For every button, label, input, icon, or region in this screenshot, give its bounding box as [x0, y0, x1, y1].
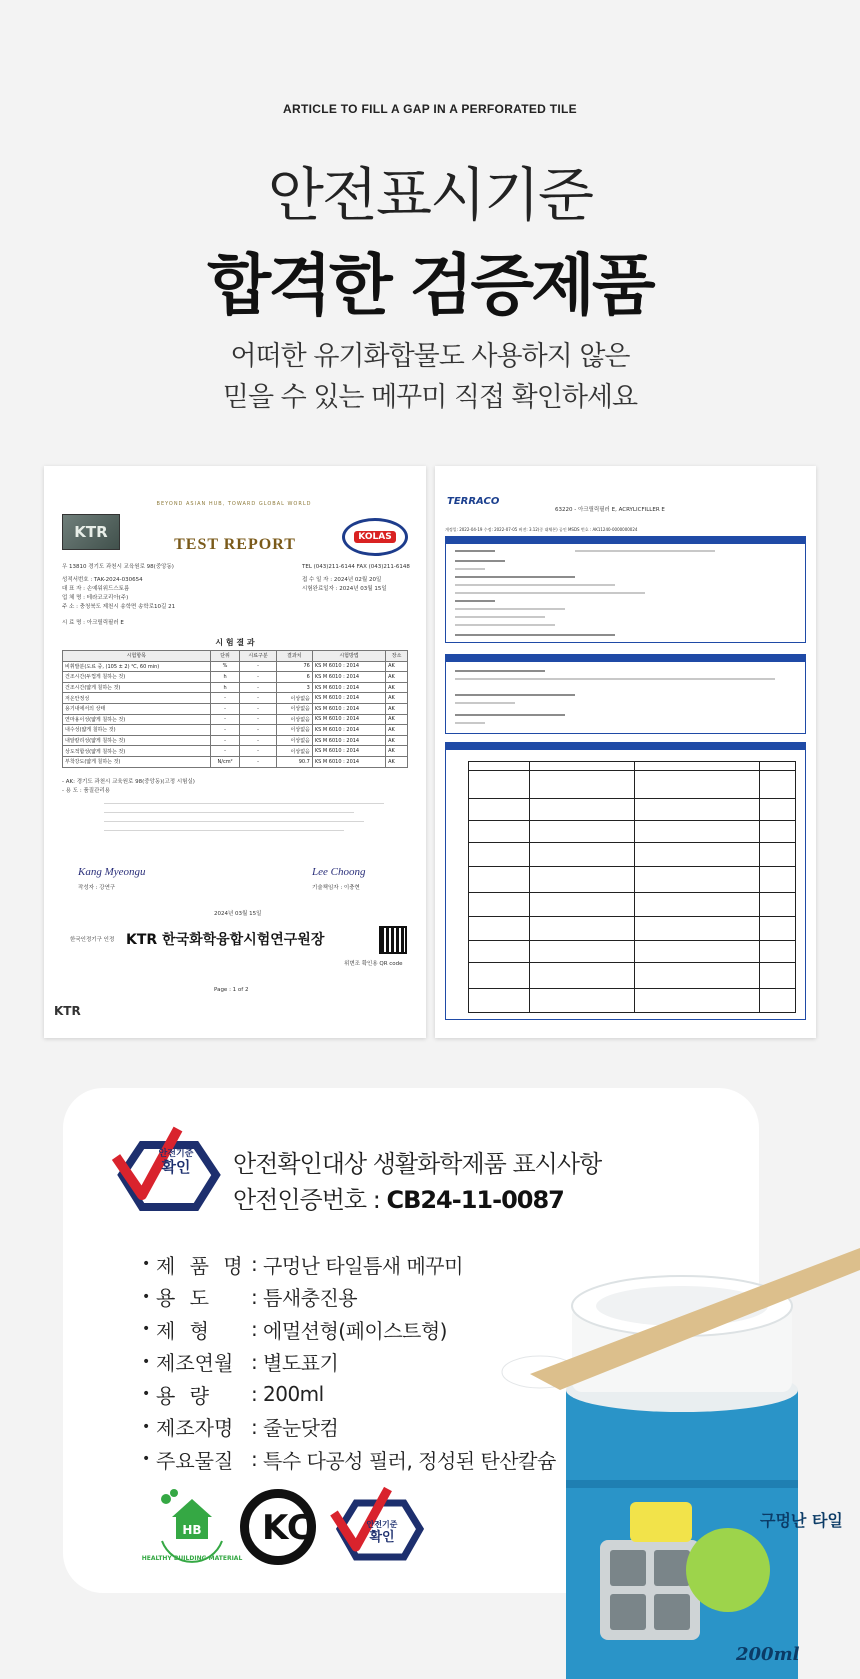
badge-line-2: 확인	[161, 1158, 191, 1176]
results-cell: -	[210, 703, 240, 714]
results-row	[63, 725, 408, 736]
doc-line	[455, 714, 565, 716]
results-row	[63, 672, 408, 683]
results-row	[63, 756, 408, 767]
doc-line	[455, 600, 495, 602]
spec-value: 별도표기	[263, 1351, 339, 1376]
results-cell: h	[210, 682, 240, 693]
composition-table	[468, 761, 796, 1013]
bullet-icon: •	[142, 1386, 150, 1403]
results-cell: -	[240, 661, 276, 672]
results-cell: KS M 6010 : 2014	[312, 735, 385, 746]
doc-line	[455, 592, 645, 594]
doc-line	[455, 634, 615, 636]
results-cell: 저온안정성	[63, 693, 211, 704]
spec-colon: :	[251, 1382, 258, 1407]
results-cell: -	[210, 746, 240, 757]
spec-label: 제조연월	[156, 1351, 234, 1376]
table-row	[469, 770, 795, 771]
results-cell: %	[210, 661, 240, 672]
accreditation-prefix: 한국인정기구 인정	[70, 937, 115, 943]
kolas-label: KOLAS	[354, 531, 395, 543]
col-place: 장소	[386, 651, 408, 662]
table-row	[469, 842, 795, 843]
results-row	[63, 746, 408, 757]
results-cell: KS M 6010 : 2014	[312, 693, 385, 704]
subheadline-line-2: 믿을 수 있는 메꾸미 직접 확인하세요	[222, 382, 638, 413]
col-method: 시험방법	[312, 651, 385, 662]
results-cell: AK	[386, 682, 408, 693]
results-cell: KS M 6010 : 2014	[312, 672, 385, 683]
note-line	[104, 821, 364, 822]
hb-caption: HEALTHY BUILDING MATERIAL	[141, 1555, 243, 1562]
spec-colon: :	[251, 1414, 258, 1439]
spec-colon: :	[251, 1252, 258, 1277]
results-cell: KS M 6010 : 2014	[312, 725, 385, 736]
jar-label-text: 구멍난 타일	[760, 1511, 843, 1530]
results-cell: KS M 6010 : 2014	[312, 682, 385, 693]
results-cell: N/cm²	[210, 756, 240, 767]
subheadline	[0, 336, 860, 418]
table-row	[469, 892, 795, 893]
results-cell: -	[240, 693, 276, 704]
results-row	[63, 661, 408, 672]
safe-icon-line-2: 확인	[369, 1530, 395, 1545]
cert-number-value: CB24-11-0087	[386, 1186, 564, 1214]
spec-label: 제조자명	[156, 1416, 234, 1441]
note-line	[104, 803, 384, 804]
table-row	[469, 940, 795, 941]
bullet-icon: •	[142, 1256, 150, 1273]
results-header-row	[63, 651, 408, 662]
report-page: Page : 1 of 2	[214, 987, 249, 993]
table-row	[469, 916, 795, 917]
doc-line	[455, 702, 515, 704]
results-cell: 이상없음	[276, 735, 312, 746]
doc-line	[455, 608, 565, 610]
results-cell: 연마용이성(얇게 칠하는 것)	[63, 714, 211, 725]
report-tel: TEL (043)211-6144 FAX (043)211-6148	[302, 564, 410, 570]
col-result: 결과치	[276, 651, 312, 662]
report-line-3: 업 체 명 : 테라코코리아(주)	[62, 595, 129, 601]
spec-colon: :	[251, 1349, 258, 1374]
results-title: 시 험 결 과	[215, 638, 255, 647]
doc-line	[455, 560, 505, 562]
results-cell: KS M 6010 : 2014	[312, 703, 385, 714]
results-cell: 비휘발분(도료 중, (105 ± 2) ℃, 60 min)	[63, 661, 211, 672]
bullet-icon: •	[142, 1288, 150, 1305]
results-cell: 이상없음	[276, 693, 312, 704]
results-cell: -	[240, 735, 276, 746]
spec-value: 200ml	[263, 1382, 324, 1407]
results-cell: AK	[386, 703, 408, 714]
results-cell: KS M 6010 : 2014	[312, 746, 385, 757]
table-divider	[529, 762, 530, 1012]
doc-line	[455, 550, 495, 552]
spec-value: 줄눈닷컴	[263, 1416, 339, 1441]
report-address: 우 13810 경기도 과천시 교육원로 98(중앙동)	[62, 564, 174, 570]
report-title: TEST REPORT	[174, 536, 296, 553]
headline-bold: 합격한 검증제품	[207, 247, 653, 324]
results-row	[63, 693, 408, 704]
terraco-logo: TERRACO	[447, 496, 500, 507]
spec-label: 용 도	[156, 1286, 213, 1311]
spec-label: 용 량	[156, 1383, 213, 1408]
results-cell: 내수성(얇게 칠하는 것)	[63, 725, 211, 736]
results-cell: -	[210, 714, 240, 725]
safe-icon-line-1: 안전기준	[366, 1520, 398, 1529]
results-cell: 건조시간(두껍게 칠하는 것)	[63, 672, 211, 683]
col-unit: 단위	[210, 651, 240, 662]
table-row	[469, 988, 795, 989]
bullet-icon: •	[142, 1353, 150, 1370]
cert-title: 안전확인대상 생활화학제품 표시사항	[233, 1150, 602, 1178]
bullet-icon: •	[142, 1418, 150, 1435]
table-row	[469, 962, 795, 963]
table-divider	[634, 762, 635, 1012]
doc-line	[455, 616, 545, 618]
report-line-2: 대 표 자 : 손예워위드스토름	[62, 586, 130, 592]
note-line	[104, 812, 354, 813]
eyebrow-text: ARTICLE TO FILL A GAP IN A PERFORATED TILE	[283, 102, 577, 116]
doc-line	[455, 670, 545, 672]
msds-title: 63220 - 아크릴릭필러 E, ACRYLICFILLER E	[555, 507, 665, 513]
signature-author-label: 작성자 : 강연구	[78, 885, 116, 891]
spec-label: 제 형	[156, 1318, 213, 1343]
doc-line	[455, 568, 485, 570]
bullet-icon: •	[142, 1451, 150, 1468]
healthy-building-material-icon	[141, 1485, 243, 1565]
results-cell: 이상없음	[276, 746, 312, 757]
msds-document	[435, 466, 816, 1038]
hb-letters: HB	[182, 1523, 202, 1537]
report-note-2: - 용 도 : 품질관리용	[62, 788, 111, 794]
report-sample: 시 료 명 : 아크릴릭필러 E	[62, 620, 124, 626]
results-cell: h	[210, 672, 240, 683]
results-cell: -	[240, 703, 276, 714]
ktr-logo: KTR	[62, 514, 120, 550]
results-cell: -	[240, 682, 276, 693]
report-date: 2024년 03월 15일	[214, 911, 262, 917]
badge-text	[144, 1146, 208, 1175]
table-divider	[759, 762, 760, 1012]
results-cell: 상도적합성(얇게 칠하는 것)	[63, 746, 211, 757]
spec-value: 에멀션형(페이스트형)	[263, 1318, 447, 1343]
col-item: 시험항목	[63, 651, 211, 662]
qr-code	[379, 926, 407, 954]
results-cell: AK	[386, 725, 408, 736]
results-cell: -	[210, 725, 240, 736]
report-tagline: BEYOND ASIAN HUB, TOWARD GLOBAL WORLD	[156, 501, 312, 507]
doc-line	[455, 576, 575, 578]
results-row	[63, 735, 408, 746]
results-cell: KS M 6010 : 2014	[312, 714, 385, 725]
spec-value: 구멍난 타일틈새 메꾸미	[263, 1253, 463, 1278]
kc-mark-icon	[240, 1489, 316, 1565]
cert-number	[233, 1180, 564, 1215]
doc-line	[455, 694, 575, 696]
spec-colon: :	[251, 1284, 258, 1309]
results-cell: -	[240, 725, 276, 736]
cert-number-label: 안전인증번호 :	[233, 1186, 387, 1214]
signature-manager-label: 기술책임자 : 이충현	[312, 885, 360, 891]
product-jar-image	[470, 1240, 860, 1679]
results-cell: -	[240, 756, 276, 767]
spec-label: 주요물질	[156, 1448, 234, 1473]
results-cell: AK	[386, 661, 408, 672]
ktr-footer-logo: KTR	[54, 1004, 81, 1018]
spec-value: 특수 다공성 필러, 정성된 탄산칼슘	[263, 1448, 556, 1473]
results-cell: AK	[386, 746, 408, 757]
results-row	[63, 703, 408, 714]
doc-line	[455, 678, 775, 680]
jar-volume: 200ml	[736, 1644, 800, 1665]
results-cell: AK	[386, 672, 408, 683]
table-row	[469, 866, 795, 867]
results-cell: 내알칼리성(얇게 칠하는 것)	[63, 735, 211, 746]
headline-light: 안전표시기준	[267, 161, 593, 229]
results-cell: 이상없음	[276, 714, 312, 725]
results-cell: 부착강도(얇게 칠하는 것)	[63, 756, 211, 767]
report-completed: 시험완료일자 : 2024년 03월 15일	[302, 586, 387, 592]
doc-line	[455, 584, 615, 586]
report-line-1: 성적서번호 : TAK-2024-030654	[62, 577, 143, 583]
results-cell: AK	[386, 714, 408, 725]
spec-label: 제 품 명	[156, 1253, 247, 1278]
results-cell: 이상없음	[276, 725, 312, 736]
results-cell: -	[210, 735, 240, 746]
doc-line	[455, 722, 485, 724]
qr-caption: 위변조 확인용 QR code	[344, 961, 403, 967]
badge-line-1: 안전기준	[158, 1149, 194, 1159]
results-cell: AK	[386, 693, 408, 704]
kc-letters: KC	[262, 1508, 312, 1548]
results-row	[63, 714, 408, 725]
results-cell: 이상없음	[276, 703, 312, 714]
doc-line	[575, 550, 715, 552]
results-cell: KS M 6010 : 2014	[312, 661, 385, 672]
results-cell: 건조시간(얇게 칠하는 것)	[63, 682, 211, 693]
table-row	[469, 820, 795, 821]
subheadline-line-1: 어떠한 유기화합물도 사용하지 않은	[230, 341, 630, 372]
test-report-document	[44, 466, 426, 1038]
results-cell: 90.7	[276, 756, 312, 767]
report-note-1: - AK: 경기도 과천시 교육원로 98(중앙동)(고정 시험실)	[62, 779, 195, 785]
msds-meta: 개정일: 2022-04-19 수정: 2022-07-05 버전: 3.12(중 대체본) 공인 MSDS 번호 : AK11240-0000000024	[445, 527, 638, 532]
kolas-logo	[342, 518, 408, 556]
results-cell: 6	[276, 672, 312, 683]
spec-colon: :	[251, 1317, 258, 1342]
results-cell: -	[210, 693, 240, 704]
results-cell: KS M 6010 : 2014	[312, 756, 385, 767]
results-cell: AK	[386, 756, 408, 767]
results-cell: 76	[276, 661, 312, 672]
results-cell: -	[240, 746, 276, 757]
doc-line	[455, 624, 555, 626]
results-table	[62, 650, 408, 768]
results-cell: -	[240, 714, 276, 725]
results-cell: -	[240, 672, 276, 683]
institute-name: KTR 한국화학융합시험연구원장	[126, 932, 325, 948]
spec-value: 틈새충진용	[263, 1286, 358, 1311]
report-line-4: 주 소 : 충청북도 제천시 송학면 송학로10길 21	[62, 604, 176, 610]
results-cell: AK	[386, 735, 408, 746]
safety-check-small-icon	[328, 1485, 424, 1569]
section-1	[445, 536, 806, 643]
results-row	[63, 682, 408, 693]
signature-manager: Lee Choong	[312, 866, 366, 878]
signature-author: Kang Myeongu	[78, 866, 146, 878]
report-received: 접 수 일 자 : 2024년 02월 20일	[302, 577, 382, 583]
table-row	[469, 798, 795, 799]
spec-colon: :	[251, 1447, 258, 1472]
results-cell: 용기내에서의 상태	[63, 703, 211, 714]
col-sample: 시료구분	[240, 651, 276, 662]
bullet-icon: •	[142, 1321, 150, 1338]
results-cell: 3	[276, 682, 312, 693]
note-line	[104, 830, 344, 831]
